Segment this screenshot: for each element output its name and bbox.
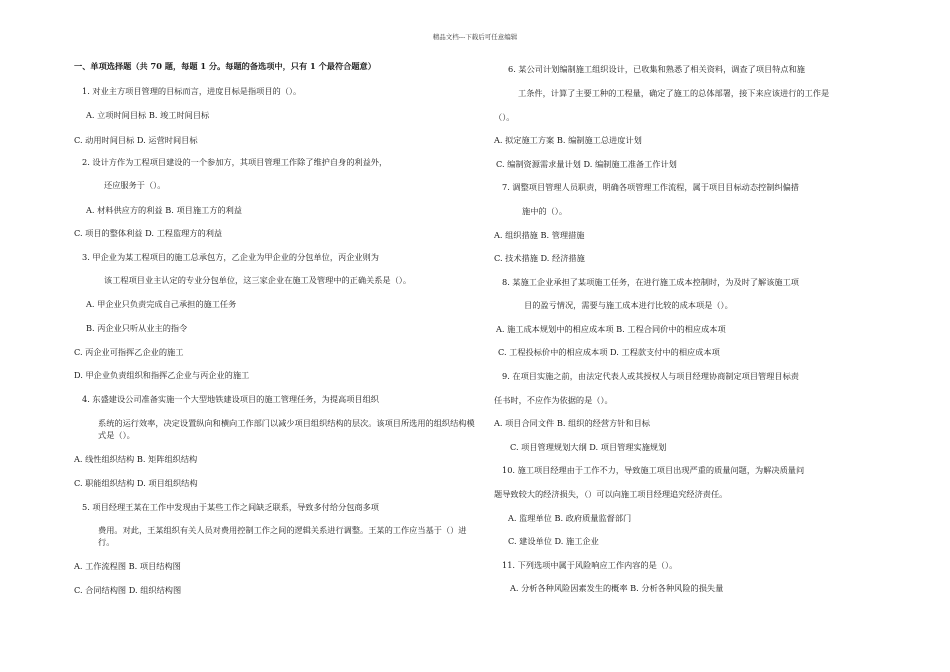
question-8-line1: 8. 某施工企业承担了某项施工任务，在进行施工成本控制时，为及时了解该施工项	[502, 277, 799, 287]
q5-options-ab: A. 工作流程图 B. 项目结构图	[74, 561, 181, 571]
q10-options-ab: A. 监理单位 B. 政府质量监督部门	[508, 513, 632, 523]
q6-options-cd: C. 编制资源需求量计划 D. 编制施工准备工作计划	[496, 159, 677, 169]
question-7-line2: 施中的（）。	[522, 206, 568, 216]
q2-options-ab: A. 材料供应方的利益 B. 项目施工方的利益	[86, 205, 242, 215]
question-1: 1. 对业主方项目管理的目标而言，进度目标是指项目的（）。	[82, 86, 302, 96]
q3-option-a: A. 甲企业只负责完成自己承担的施工任务	[86, 299, 237, 309]
q4-options-ab: A. 线性组织结构 B. 矩阵组织结构	[74, 454, 198, 464]
section-title: 一、单项选择题（共 70 题，每题 1 分。每题的备选项中，只有 1 个最符合题意）	[74, 61, 376, 71]
q10-options-cd: C. 建设单位 D. 施工企业	[508, 536, 599, 546]
question-6-line1: 6. 某公司计划编制施工组织设计，已收集和熟悉了相关资料，调查了项目特点和施	[508, 64, 805, 74]
question-9-line2: 任书时，不应作为依据的是（）。	[494, 395, 613, 405]
question-11: 11. 下列选项中属于风险响应工作内容的是（）。	[502, 560, 678, 570]
question-8-line2: 目的盈亏情况，需要与施工成本进行比较的成本项是（）。	[524, 300, 733, 310]
question-9-line1: 9. 在项目实施之前，由法定代表人或其授权人与项目经理协商制定项目管理目标责	[502, 371, 799, 381]
q7-options-cd: C. 技术措施 D. 经济措施	[494, 253, 585, 263]
question-5-line1: 5. 项目经理王某在工作中发现由于某些工作之间缺乏联系，导致多付给分包商多项	[82, 502, 379, 512]
question-4-line1: 4. 东盛建设公司准备实施一个大型地铁建设项目的施工管理任务，为提高项目组织	[82, 394, 379, 404]
q6-options-ab: A. 拟定施工方案 B. 编制施工总进度计划	[494, 135, 642, 145]
question-10-line2: 题导致较大的经济损失，（）可以向施工项目经理追究经济责任。	[494, 489, 728, 499]
q3-option-b: B. 丙企业只听从业主的指令	[86, 323, 188, 333]
question-10-line1: 10. 施工项目经理由于工作不力，导致施工项目出现严重的质量问题，为解决质量问	[502, 465, 805, 475]
q9-options-cd: C. 项目管理规划大纲 D. 项目管理实施规划	[510, 442, 667, 452]
question-5-line2: 费用。对此，王某组织有关人员对费用控制工作之间的逻辑关系进行调整。王某的工作应当基于（）进行。	[98, 525, 467, 547]
q1-options-cd: C. 动用时间目标 D. 运营时间目标	[74, 135, 198, 145]
question-4-line2: 系统的运行效率，决定设置纵向和横向工作部门以减少项目组织结构的层次。该项目所选用的组织结构模式是（）。	[98, 418, 475, 440]
q4-options-cd: C. 职能组织结构 D. 项目组织结构	[74, 478, 198, 488]
question-3-line1: 3. 甲企业为某工程项目的施工总承包方，乙企业为甲企业的分包单位，丙企业则为	[82, 252, 379, 262]
q7-options-ab: A. 组织措施 B. 管理措施	[494, 230, 585, 240]
question-6-line2: 工条件，计算了主要工种的工程量，确定了施工的总体部署，接下来应该进行的工作是	[518, 88, 830, 98]
q3-option-d: D. 甲企业负责组织和指挥乙企业与丙企业的施工	[74, 370, 250, 380]
question-6-line3: （）。	[494, 112, 515, 122]
q5-options-cd: C. 合同结构图 D. 组织结构图	[74, 585, 182, 595]
question-2-line1: 2. 设计方作为工程项目建设的一个参加方，其项目管理工作除了维护自身的利益外，	[82, 157, 388, 167]
q1-options-ab: A. 立项时间目标 B. 竣工时间目标	[86, 110, 210, 120]
question-7-line1: 7. 调整项目管理人员职责，明确各项管理工作流程，属于项目目标动态控制纠偏措	[502, 182, 799, 192]
q8-options-cd: C. 工程投标价中的相应成本项 D. 工程款支付中的相应成本项	[498, 347, 720, 357]
page-header: 精品文档---下载后可任意编辑	[432, 33, 518, 41]
question-2-line2: 还应服务于（）。	[104, 180, 166, 190]
q11-options-ab: A. 分析各种风险因素发生的概率 B. 分析各种风险的损失量	[510, 583, 724, 593]
q2-options-cd: C. 项目的整体利益 D. 工程监理方的利益	[74, 228, 223, 238]
q3-option-c: C. 丙企业可指挥乙企业的施工	[74, 347, 184, 357]
q8-options-ab: A. 施工成本规划中的相应成本项 B. 工程合同价中的相应成本项	[496, 324, 726, 334]
q9-options-ab: A. 项目合同文件 B. 组织的经营方针和目标	[494, 418, 650, 428]
question-3-line2: 该工程项目业主认定的专业分包单位，这三家企业在施工及管理中的正确关系是（）。	[104, 275, 412, 285]
